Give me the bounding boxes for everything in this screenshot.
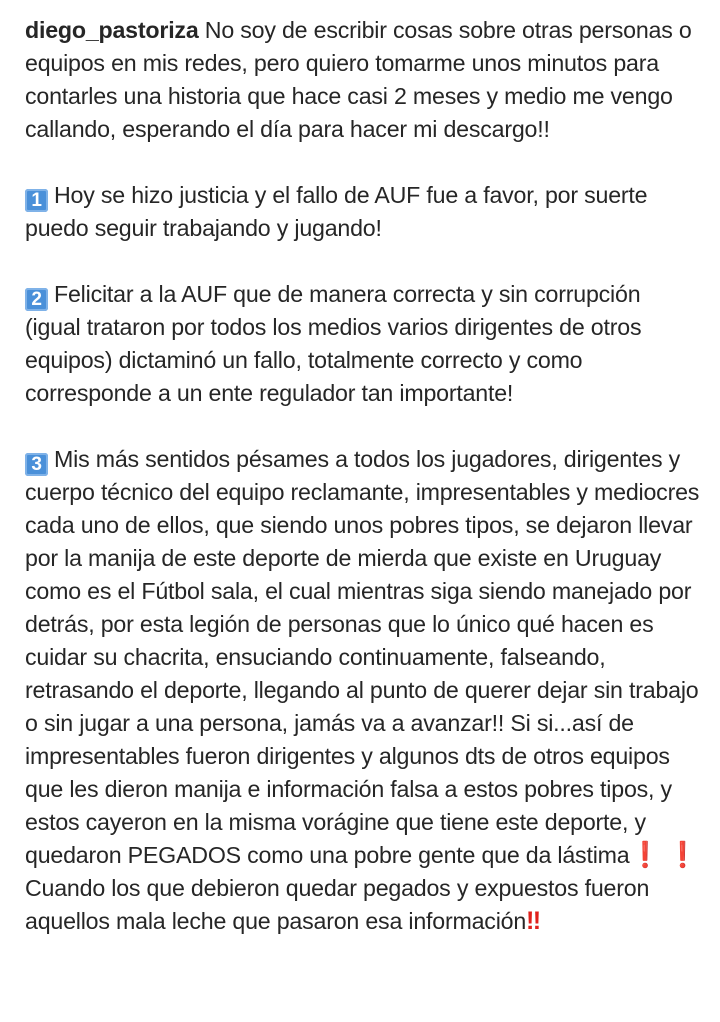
caption-point-3 xyxy=(25,443,702,938)
point-3-text: Mis más sentidos pésames a todos los jugadores, dirigentes y cuerpo técnico del equipo reclamante, impresentables y mediocres cada uno de ellos, que siendo unos pobres tipos, se dejaron llevar por la manija de este deporte de mierda que existe en Uruguay como es el Fútbol sala, el cual mientras siga siendo manejado por detrás, por esta legión de personas que lo único qué hacen es cuidar su chacrita, ensuciando continuamente, falseando, retrasando el deporte, llegando al punto de querer dejar sin trabajo o sin jugar a una persona, jamás va a avanzar!! Si si...así de impresentables fueron dirigentes y algunos dts de otros equipos que les dieron manija e información falsa a estos pobres tipos, y estos cayeron en la misma vorágine que tiene este deporte, y quedaron PEGADOS como una pobre gente que da lástima xyxy=(25,446,700,868)
keycap-1-icon: 1 xyxy=(25,189,48,212)
keycap-3-icon: 3 xyxy=(25,453,48,476)
keycap-2-icon: 2 xyxy=(25,288,48,311)
intro-text: No soy de escribir cosas sobre otras personas o equipos en mis redes, pero quiero tomarme unos minutos para contarles una historia que hace casi 2 meses y medio me vengo callando, esperando el día para hacer mi descargo!! xyxy=(25,17,692,142)
caption-point-2 xyxy=(25,278,702,410)
username-link[interactable]: diego_pastoriza xyxy=(25,17,199,43)
point-1-text: Hoy se hizo justicia y el fallo de AUF fue a favor, por suerte puedo seguir trabajando y jugando! xyxy=(25,182,648,241)
double-exclamation-icon: ‼ xyxy=(526,907,541,935)
point-3-text-cont: Cuando los que debieron quedar pegados y expuestos fueron aquellos mala leche que pasaron esa información xyxy=(25,875,650,934)
caption-point-1 xyxy=(25,179,702,245)
caption-intro xyxy=(25,14,702,146)
point-2-text: Felicitar a la AUF que de manera correcta y sin corrupción (igual trataron por todos los medios varios dirigentes de otros equipos) dictaminó un fallo, totalmente correcto y como corresponde a un ente regulador tan importante! xyxy=(25,281,642,406)
exclamation-icon: ❗ ❗ xyxy=(629,841,699,869)
